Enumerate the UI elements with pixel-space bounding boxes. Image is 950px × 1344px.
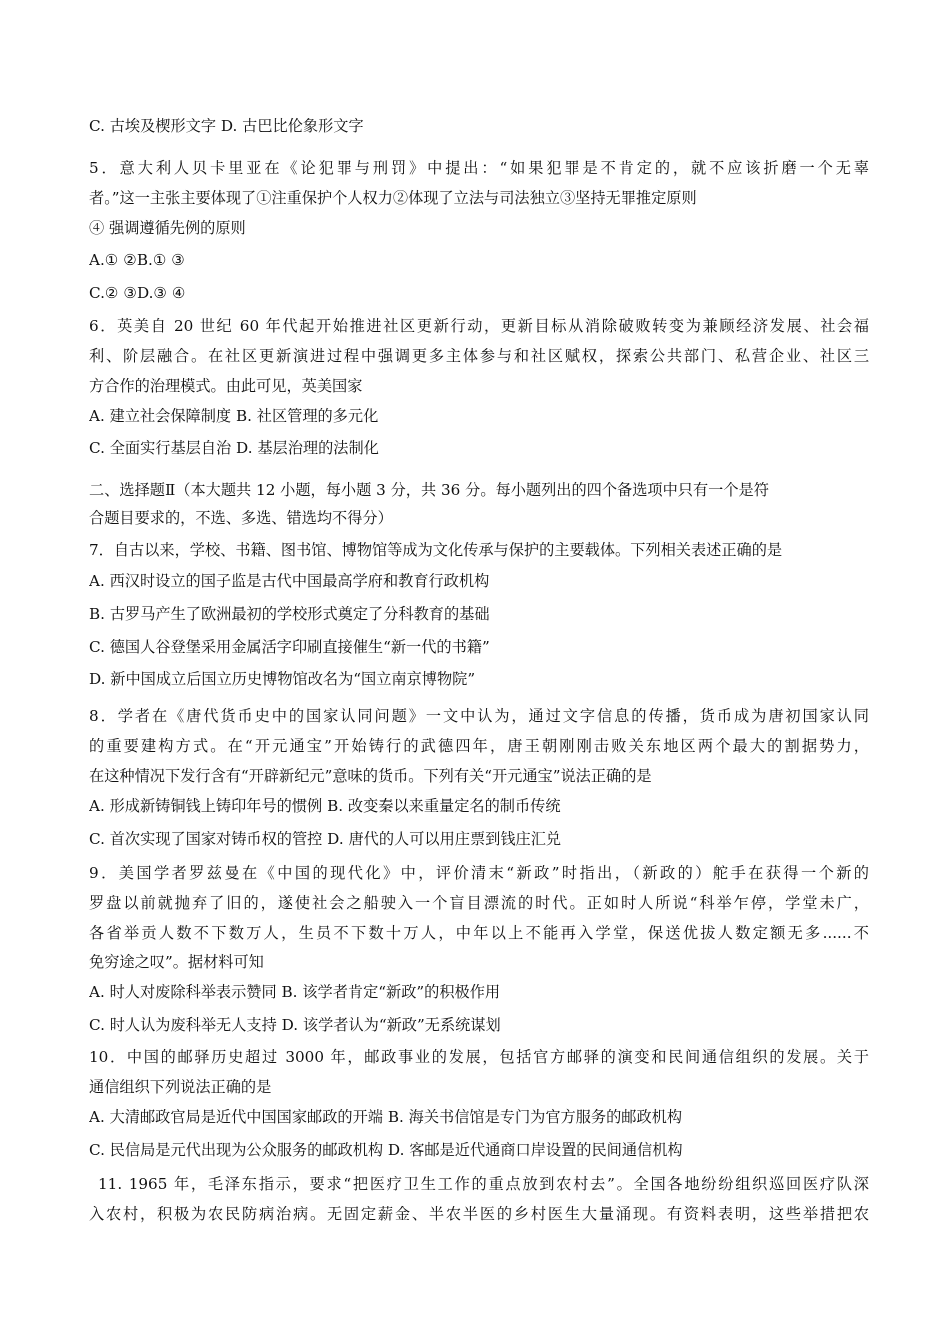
q9-stem-line-1: 9．美国学者罗兹曼在《中国的现代化》中，评价清末“新政”时指出，（新政的）舵手在获得一个新的 — [89, 864, 869, 882]
q5-stem-line-3: ④ 强调遵循先例的原则 — [89, 219, 246, 237]
q6-stem-line-3: 方合作的治理模式。由此可见，英美国家 — [89, 377, 363, 395]
q7-option-b: B. 古罗马产生了欧洲最初的学校形式奠定了分科教育的基础 — [89, 605, 490, 623]
section-2-heading-line-2: 合题目要求的，不选、多选、错选均不得分） — [89, 509, 393, 527]
q5-stem-line-1: 5．意大利人贝卡里亚在《论犯罪与刑罚》中提出：“如果犯罪是不肯定的，就不应该折磨一个无辜 — [89, 159, 869, 177]
q9-options-cd: C. 时人认为废科举无人支持 D. 该学者认为“新政”无系统谋划 — [89, 1016, 501, 1034]
q10-options-cd: C. 民信局是元代出现为公众服务的邮政机构 D. 客邮是近代通商口岸设置的民间通信机构 — [89, 1141, 683, 1159]
q6-options-cd: C. 全面实行基层自治 D. 基层治理的法制化 — [89, 439, 379, 457]
q8-options-ab: A. 形成新铸铜钱上铸印年号的惯例 B. 改变秦以来重量定名的制币传统 — [89, 797, 561, 815]
q8-stem-line-3: 在这种情况下发行含有“开辟新纪元”意味的货币。下列有关“开元通宝”说法正确的是 — [89, 767, 652, 785]
section-2-heading-line-1: 二、选择题Ⅱ（本大题共 12 小题，每小题 3 分，共 36 分。每小题列出的四个备选项中只有一个是符 — [89, 481, 769, 499]
q6-stem-line-1: 6．英美自 20 世纪 60 年代起开始推进社区更新行动，更新目标从消除破败转变为兼顾经济发展、社会福 — [89, 317, 869, 335]
q5-stem-line-2: 者。”这一主张主要体现了①注重保护个人权力②体现了立法与司法独立③坚持无罪推定原则 — [89, 189, 697, 207]
q5-options-cd: C.② ③D.③ ④ — [89, 284, 186, 302]
q7-option-a: A. 西汉时设立的国子监是古代中国最高学府和教育行政机构 — [89, 572, 490, 590]
q11-stem-line-2: 入农村，积极为农民防病治病。无固定薪金、半农半医的乡村医生大量涌现。有资料表明，这些举措把农 — [89, 1205, 869, 1223]
q6-options-ab: A. 建立社会保障制度 B. 社区管理的多元化 — [89, 407, 379, 425]
q7-option-d: D. 新中国成立后国立历史博物馆改名为“国立南京博物院” — [89, 670, 476, 688]
q9-stem-line-3: 各省举贡人数不下数万人，生员不下数十万人，中年以上不能再入学堂，保送优拔人数定额无多......不 — [89, 924, 869, 942]
q10-stem-line-2: 通信组织下列说法正确的是 — [89, 1078, 272, 1096]
q9-stem-line-4: 免穷途之叹”。据材料可知 — [89, 953, 264, 971]
q8-stem-line-2: 的重要建构方式。在“开元通宝”开始铸行的武德四年，唐王朝刚刚击败关东地区两个最大的割据势力， — [89, 737, 869, 755]
q8-options-cd: C. 首次实现了国家对铸币权的管控 D. 唐代的人可以用庄票到钱庄汇兑 — [89, 830, 562, 848]
q7-option-c: C. 德国人谷登堡采用金属活字印刷直接催生“新一代的书籍” — [89, 638, 490, 656]
q9-stem-line-2: 罗盘以前就抛弃了旧的，遂使社会之船驶入一个盲目漂流的时代。正如时人所说“科举乍停，学堂未广， — [89, 894, 869, 912]
q9-options-ab: A. 时人对废除科举表示赞同 B. 该学者肯定“新政”的积极作用 — [89, 983, 501, 1001]
q11-stem-line-1: 11. 1965 年，毛泽东指示，要求“把医疗卫生工作的重点放到农村去”。全国各地纷纷组织巡回医疗队深 — [98, 1175, 869, 1193]
q4-options-cd: C. 古埃及楔形文字 D. 古巴比伦象形文字 — [89, 117, 364, 135]
q7-stem: 7．自古以来，学校、书籍、图书馆、博物馆等成为文化传承与保护的主要载体。下列相关表述正确的是 — [89, 541, 783, 559]
q8-stem-line-1: 8．学者在《唐代货币史中的国家认同问题》一文中认为，通过文字信息的传播，货币成为唐初国家认同 — [89, 707, 869, 725]
q6-stem-line-2: 利、阶层融合。在社区更新演进过程中强调更多主体参与和社区赋权，探索公共部门、私营企业、社区三 — [89, 347, 869, 365]
q5-options-ab: A.① ②B.① ③ — [89, 251, 185, 269]
q10-options-ab: A. 大清邮政官局是近代中国国家邮政的开端 B. 海关书信馆是专门为官方服务的邮政机构 — [89, 1108, 683, 1126]
q10-stem-line-1: 10．中国的邮驿历史超过 3000 年，邮政事业的发展，包括官方邮驿的演变和民间通信组织的发展。关于 — [89, 1048, 869, 1066]
